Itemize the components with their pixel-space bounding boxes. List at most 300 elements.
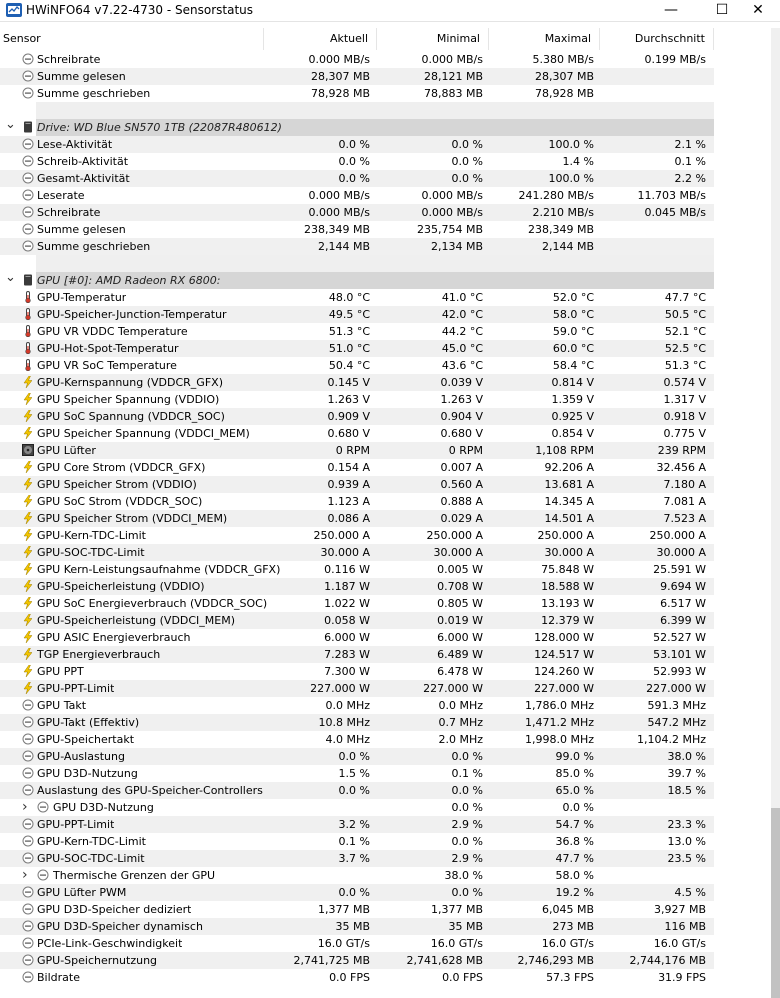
sensor-row[interactable]	[0, 765, 714, 782]
sensor-name: GPU SoC Spannung (VDDCR_SOC)	[37, 410, 225, 423]
circle-icon	[22, 87, 34, 99]
sensor-name: GPU-Hot-Spot-Temperatur	[37, 342, 179, 355]
circle-icon	[22, 886, 34, 898]
current-value: 0.154 A	[327, 461, 370, 474]
current-value: 0.909 V	[327, 410, 370, 423]
current-value: 3.7 %	[338, 852, 370, 865]
sensor-name: GPU Speicher Strom (VDDIO)	[37, 478, 197, 491]
maximum-value: 58.0 °C	[552, 308, 594, 321]
current-value: 0.0 %	[338, 750, 370, 763]
lightning-icon	[22, 376, 34, 388]
minimum-value: 227.000 W	[423, 682, 483, 695]
average-value: 2.2 %	[674, 172, 706, 185]
maximum-value: 99.0 %	[555, 750, 594, 763]
minimize-button[interactable]: —	[664, 2, 678, 18]
sensor-row[interactable]	[0, 544, 714, 561]
maximum-value: 30.000 A	[544, 546, 594, 559]
maximum-value: 47.7 %	[555, 852, 594, 865]
sensor-row[interactable]	[0, 816, 714, 833]
sensor-row[interactable]	[0, 935, 714, 952]
lightning-icon	[22, 580, 34, 592]
maximum-value: 85.0 %	[555, 767, 594, 780]
minimum-value: 0.0 %	[451, 784, 483, 797]
sensor-name: GPU PPT	[37, 665, 84, 678]
average-value: 6.399 W	[660, 614, 706, 627]
minimum-value: 0.0 %	[451, 801, 483, 814]
sensor-row[interactable]	[0, 748, 714, 765]
current-value: 2,741,725 MB	[293, 954, 370, 967]
minimum-value: 0.0 %	[451, 835, 483, 848]
current-value: 7.300 W	[324, 665, 370, 678]
sensor-row[interactable]	[0, 442, 714, 459]
circle-icon	[22, 954, 34, 966]
circle-icon	[22, 750, 34, 762]
maximum-value: 65.0 %	[555, 784, 594, 797]
clock-icon	[22, 699, 34, 711]
average-value: 39.7 %	[667, 767, 706, 780]
circle-icon	[22, 767, 34, 779]
thermometer-icon	[22, 342, 34, 354]
current-value: 0.000 MB/s	[308, 53, 370, 66]
maximum-value: 13.681 A	[544, 478, 594, 491]
lightning-icon	[22, 495, 34, 507]
sensor-name: TGP Energieverbrauch	[37, 648, 161, 661]
gpu-icon	[22, 274, 34, 286]
sensor-row[interactable]	[0, 238, 714, 255]
circle-icon	[22, 971, 34, 983]
circle-icon	[22, 240, 34, 252]
current-value: 49.5 °C	[328, 308, 370, 321]
maximum-value: 100.0 %	[548, 138, 594, 151]
hwinfo-app-icon	[6, 3, 22, 17]
average-value: 7.180 A	[663, 478, 706, 491]
column-header	[0, 28, 714, 50]
thermometer-icon	[22, 291, 34, 303]
minimum-value: 30.000 A	[433, 546, 483, 559]
clock-icon	[22, 716, 34, 728]
sensor-row[interactable]	[0, 918, 714, 935]
minimum-value: 2,134 MB	[430, 240, 483, 253]
sensor-row[interactable]	[0, 663, 714, 680]
maximum-value: 1,108 RPM	[535, 444, 594, 457]
lightning-icon	[22, 512, 34, 524]
sensor-name: GPU SoC Energieverbrauch (VDDCR_SOC)	[37, 597, 268, 610]
sensor-row[interactable]	[0, 782, 714, 799]
lightning-icon	[22, 478, 34, 490]
circle-icon	[22, 971, 34, 983]
sensor-name: Gesamt-Aktivität	[37, 172, 130, 185]
maximum-value: 92.206 A	[544, 461, 594, 474]
collapse-chevron-icon[interactable]: ⌄	[5, 117, 16, 132]
sensor-row[interactable]	[0, 289, 714, 306]
minimum-value: 16.0 GT/s	[430, 937, 483, 950]
title-bar	[0, 0, 780, 22]
current-value: 0.0 %	[338, 138, 370, 151]
sensor-name: GPU-Kern-TDC-Limit	[37, 835, 146, 848]
minimum-value: 0.680 V	[440, 427, 483, 440]
current-value: 51.3 °C	[328, 325, 370, 338]
average-value: 30.000 A	[656, 546, 706, 559]
maximum-value: 0.854 V	[551, 427, 594, 440]
minimum-value: 0.0 %	[451, 886, 483, 899]
lightning-icon	[22, 427, 34, 439]
sensor-row[interactable]	[0, 680, 714, 697]
sensor-row[interactable]	[0, 527, 714, 544]
minimum-value: 0 RPM	[448, 444, 483, 457]
maximum-value: 28,307 MB	[534, 70, 594, 83]
collapse-chevron-icon[interactable]: ⌄	[5, 270, 16, 285]
sensor-row[interactable]	[0, 391, 714, 408]
sensor-name: GPU Lüfter PWM	[37, 886, 127, 899]
sensor-row[interactable]	[0, 306, 714, 323]
lightning-icon	[22, 461, 34, 473]
maximum-value: 58.4 °C	[552, 359, 594, 372]
maximum-value: 60.0 °C	[552, 342, 594, 355]
sensor-name: GPU Kern-Leistungsaufnahme (VDDCR_GFX)	[37, 563, 281, 576]
sensor-row[interactable]	[0, 153, 714, 170]
minimum-value: 6.000 W	[437, 631, 483, 644]
minimum-value: 45.0 °C	[441, 342, 483, 355]
sensor-name: Schreibrate	[37, 53, 101, 66]
current-value: 0.0 FPS	[329, 971, 370, 984]
average-value: 2,744,176 MB	[629, 954, 706, 967]
lightning-icon	[22, 648, 34, 660]
current-value: 1.187 W	[324, 580, 370, 593]
lightning-icon	[22, 410, 34, 422]
current-value: 238,349 MB	[303, 223, 370, 236]
sensor-row[interactable]	[0, 884, 714, 901]
sensor-row[interactable]	[0, 374, 714, 391]
sensor-row[interactable]	[0, 221, 714, 238]
maximum-value: 2.210 MB/s	[532, 206, 594, 219]
lightning-icon	[22, 597, 34, 609]
maximum-value: 75.848 W	[541, 563, 594, 576]
average-value: 2.1 %	[674, 138, 706, 151]
column-header-minimum[interactable]: Minimal	[377, 28, 489, 50]
clock-icon	[22, 699, 34, 711]
sensor-row[interactable]	[0, 340, 714, 357]
sensor-row[interactable]	[0, 459, 714, 476]
minimum-value: 250.000 A	[426, 529, 483, 542]
average-value: 23.5 %	[667, 852, 706, 865]
average-value: 7.523 A	[663, 512, 706, 525]
sensor-row[interactable]	[0, 714, 714, 731]
sensor-group-header[interactable]	[0, 272, 714, 289]
maximum-value: 227.000 W	[534, 682, 594, 695]
group-name: Drive: WD Blue SN570 1TB (22087R480612)	[37, 121, 282, 134]
circle-icon	[22, 920, 34, 932]
sensor-name: GPU ASIC Energieverbrauch	[37, 631, 191, 644]
clock-icon	[22, 733, 34, 745]
maximum-value: 2,746,293 MB	[517, 954, 594, 967]
minimum-value: 0.007 A	[440, 461, 483, 474]
circle-icon	[22, 172, 34, 184]
column-header-maximum[interactable]: Maximal	[489, 28, 600, 50]
average-value: 1.317 V	[663, 393, 706, 406]
minimum-value: 235,754 MB	[416, 223, 483, 236]
sensor-name: Summe gelesen	[37, 70, 126, 83]
circle-icon	[22, 70, 34, 82]
circle-icon	[37, 801, 49, 813]
sensor-name: GPU-Speichertakt	[37, 733, 135, 746]
circle-icon	[22, 189, 34, 201]
lightning-icon	[22, 631, 34, 643]
minimum-value: 0.0 %	[451, 172, 483, 185]
sensor-group-header[interactable]	[0, 119, 714, 136]
current-value	[264, 799, 370, 816]
expand-chevron-icon[interactable]: ›	[22, 799, 28, 815]
sensor-row[interactable]	[0, 51, 714, 68]
sensor-name: GPU VR SoC Temperature	[37, 359, 177, 372]
lightning-icon	[22, 665, 34, 677]
sensor-row[interactable]	[0, 357, 714, 374]
average-value: 0.045 MB/s	[644, 206, 706, 219]
circle-icon	[22, 172, 34, 184]
minimum-value: 1,377 MB	[430, 903, 483, 916]
column-header-average[interactable]: Durchschnitt	[600, 28, 714, 50]
lightning-icon	[22, 427, 34, 439]
sensor-name: GPU Speicher Spannung (VDDIO)	[37, 393, 220, 406]
circle-icon	[22, 223, 34, 235]
average-value: 52.1 °C	[664, 325, 706, 338]
minimum-value: 35 MB	[448, 920, 483, 933]
circle-icon	[22, 852, 34, 864]
maximum-value: 1.4 %	[562, 155, 594, 168]
sensor-row[interactable]	[0, 612, 714, 629]
average-value: 116 MB	[664, 920, 706, 933]
average-value: 591.3 MHz	[647, 699, 706, 712]
maximum-value: 13.193 W	[541, 597, 594, 610]
lightning-icon	[22, 393, 34, 405]
sensor-subgroup-row[interactable]	[0, 867, 714, 884]
sensor-name: GPU D3D-Nutzung	[37, 767, 138, 780]
sensor-row[interactable]	[0, 952, 714, 969]
circle-icon	[22, 784, 34, 796]
lightning-icon	[22, 648, 34, 660]
maximum-value: 273 MB	[552, 920, 594, 933]
minimum-value: 38.0 %	[444, 869, 483, 882]
circle-icon	[22, 767, 34, 779]
average-value: 52.527 W	[653, 631, 706, 644]
average-value: 547.2 MHz	[647, 716, 706, 729]
sensor-name: GPU D3D-Nutzung	[53, 801, 154, 814]
current-value: 2,144 MB	[317, 240, 370, 253]
minimum-value: 42.0 °C	[441, 308, 483, 321]
sensor-name: GPU-SOC-TDC-Limit	[37, 852, 145, 865]
current-value: 48.0 °C	[328, 291, 370, 304]
thermometer-icon	[22, 325, 34, 337]
vertical-scrollbar[interactable]	[771, 28, 780, 996]
minimum-value: 0.560 A	[440, 478, 483, 491]
maximum-value: 124.517 W	[534, 648, 594, 661]
maximum-value: 12.379 W	[541, 614, 594, 627]
sensor-name: GPU-Temperatur	[37, 291, 127, 304]
sensor-row[interactable]	[0, 170, 714, 187]
average-value: 53.101 W	[653, 648, 706, 661]
circle-icon	[37, 869, 49, 881]
minimum-value: 0.039 V	[440, 376, 483, 389]
circle-icon	[22, 818, 34, 830]
average-value: 3,927 MB	[653, 903, 706, 916]
average-value: 31.9 FPS	[658, 971, 706, 984]
minimum-value: 0.708 W	[437, 580, 483, 593]
sensor-name: GPU Speicher Spannung (VDDCI_MEM)	[37, 427, 250, 440]
current-value: 7.283 W	[324, 648, 370, 661]
circle-icon	[22, 818, 34, 830]
current-value: 1.5 %	[338, 767, 370, 780]
spacer-row	[0, 102, 714, 119]
thermometer-icon	[22, 308, 34, 320]
sensor-row[interactable]	[0, 646, 714, 663]
lightning-icon	[22, 682, 34, 694]
sensor-row[interactable]	[0, 493, 714, 510]
circle-icon	[22, 784, 34, 796]
sensor-row[interactable]	[0, 833, 714, 850]
maximum-value: 124.260 W	[534, 665, 594, 678]
maximum-value: 78,928 MB	[534, 87, 594, 100]
sensor-row[interactable]	[0, 204, 714, 221]
minimum-value: 2.9 %	[451, 852, 483, 865]
sensor-row[interactable]	[0, 969, 714, 986]
thermometer-icon	[22, 325, 34, 337]
average-value: 0.918 V	[663, 410, 706, 423]
maximum-value: 0.0 %	[562, 801, 594, 814]
sensor-name: GPU VR VDDC Temperature	[37, 325, 188, 338]
sensor-name: Bildrate	[37, 971, 80, 984]
minimum-value: 41.0 °C	[441, 291, 483, 304]
circle-icon	[22, 206, 34, 218]
sensor-row[interactable]	[0, 578, 714, 595]
current-value: 0.0 %	[338, 155, 370, 168]
sensor-row[interactable]	[0, 595, 714, 612]
current-value: 227.000 W	[310, 682, 370, 695]
sensor-row[interactable]	[0, 425, 714, 442]
minimum-value: 2.0 MHz	[438, 733, 483, 746]
minimum-value: 0.0 MHz	[438, 699, 483, 712]
circle-icon	[22, 920, 34, 932]
thermometer-icon	[22, 291, 34, 303]
sensor-row[interactable]	[0, 476, 714, 493]
average-value: 0.199 MB/s	[644, 53, 706, 66]
minimum-value: 0.000 MB/s	[421, 189, 483, 202]
average-value: 16.0 GT/s	[653, 937, 706, 950]
sensor-name: Summe geschrieben	[37, 240, 151, 253]
lightning-icon	[22, 512, 34, 524]
minimum-value: 2,741,628 MB	[406, 954, 483, 967]
average-value: 239 RPM	[657, 444, 706, 457]
current-value: 0.058 W	[324, 614, 370, 627]
circle-icon	[22, 750, 34, 762]
lightning-icon	[22, 495, 34, 507]
sensor-name: Schreib-Aktivität	[37, 155, 129, 168]
circle-icon	[22, 886, 34, 898]
sensor-row[interactable]	[0, 850, 714, 867]
circle-icon	[22, 954, 34, 966]
maximum-value: 16.0 GT/s	[541, 937, 594, 950]
sensor-row[interactable]	[0, 323, 714, 340]
sensor-row[interactable]	[0, 731, 714, 748]
sensor-row[interactable]	[0, 901, 714, 918]
circle-icon	[37, 869, 49, 881]
maximum-value: 241.280 MB/s	[518, 189, 594, 202]
maximum-value: 59.0 °C	[552, 325, 594, 338]
current-value: 0.145 V	[327, 376, 370, 389]
current-value: 0.000 MB/s	[308, 206, 370, 219]
scrollbar-thumb[interactable]	[771, 808, 780, 998]
circle-icon	[22, 155, 34, 167]
circle-icon	[22, 138, 34, 150]
sensor-row[interactable]	[0, 187, 714, 204]
average-value: 18.5 %	[667, 784, 706, 797]
sensor-row[interactable]	[0, 629, 714, 646]
thermometer-icon	[22, 359, 34, 371]
current-value: 3.2 %	[338, 818, 370, 831]
sensor-row[interactable]	[0, 697, 714, 714]
maximum-value: 14.501 A	[544, 512, 594, 525]
sensor-name: GPU-PPT-Limit	[37, 682, 115, 695]
sensor-name: Summe geschrieben	[37, 87, 151, 100]
average-value	[600, 238, 706, 255]
sensor-row[interactable]	[0, 408, 714, 425]
current-value: 30.000 A	[320, 546, 370, 559]
sensor-row[interactable]	[0, 136, 714, 153]
lightning-icon	[22, 546, 34, 558]
current-value: 10.8 MHz	[318, 716, 370, 729]
sensor-name: GPU-Takt (Effektiv)	[37, 716, 140, 729]
average-value: 0.1 %	[674, 155, 706, 168]
maximize-button[interactable]: ☐	[715, 2, 729, 18]
sensor-name: Summe gelesen	[37, 223, 126, 236]
maximum-value: 238,349 MB	[527, 223, 594, 236]
minimum-value: 43.6 °C	[441, 359, 483, 372]
current-value: 0.680 V	[327, 427, 370, 440]
minimum-value: 2.9 %	[451, 818, 483, 831]
column-header-sensor[interactable]: Sensor	[0, 28, 264, 50]
sensor-row[interactable]	[0, 85, 714, 102]
expand-chevron-icon[interactable]: ›	[22, 867, 28, 883]
sensor-row[interactable]	[0, 510, 714, 527]
current-value: 16.0 GT/s	[317, 937, 370, 950]
maximum-value: 100.0 %	[548, 172, 594, 185]
circle-icon	[22, 835, 34, 847]
sensor-name: GPU-Kern-TDC-Limit	[37, 529, 146, 542]
average-value: 1,104.2 MHz	[636, 733, 706, 746]
current-value: 0.939 A	[327, 478, 370, 491]
sensor-name: GPU-SOC-TDC-Limit	[37, 546, 145, 559]
lightning-icon	[22, 614, 34, 626]
average-value: 25.591 W	[653, 563, 706, 576]
maximum-value: 14.345 A	[544, 495, 594, 508]
average-value: 13.0 %	[667, 835, 706, 848]
circle-icon	[22, 240, 34, 252]
current-value: 4.0 MHz	[325, 733, 370, 746]
current-value: 1,377 MB	[317, 903, 370, 916]
sensor-name: GPU SoC Strom (VDDCR_SOC)	[37, 495, 203, 508]
sensor-name: GPU-Speicher-Junction-Temperatur	[37, 308, 227, 321]
sensor-row[interactable]	[0, 561, 714, 578]
column-header-current[interactable]: Aktuell	[264, 28, 377, 50]
sensor-name: GPU Speicher Strom (VDDCI_MEM)	[37, 512, 228, 525]
sensor-subgroup-row[interactable]	[0, 799, 714, 816]
average-value: 9.694 W	[660, 580, 706, 593]
lightning-icon	[22, 580, 34, 592]
circle-icon	[22, 155, 34, 167]
average-value: 4.5 %	[674, 886, 706, 899]
sensor-name: Lese-Aktivität	[37, 138, 113, 151]
lightning-icon	[22, 478, 34, 490]
sensor-row[interactable]	[0, 68, 714, 85]
close-button[interactable]: ✕	[752, 2, 764, 18]
